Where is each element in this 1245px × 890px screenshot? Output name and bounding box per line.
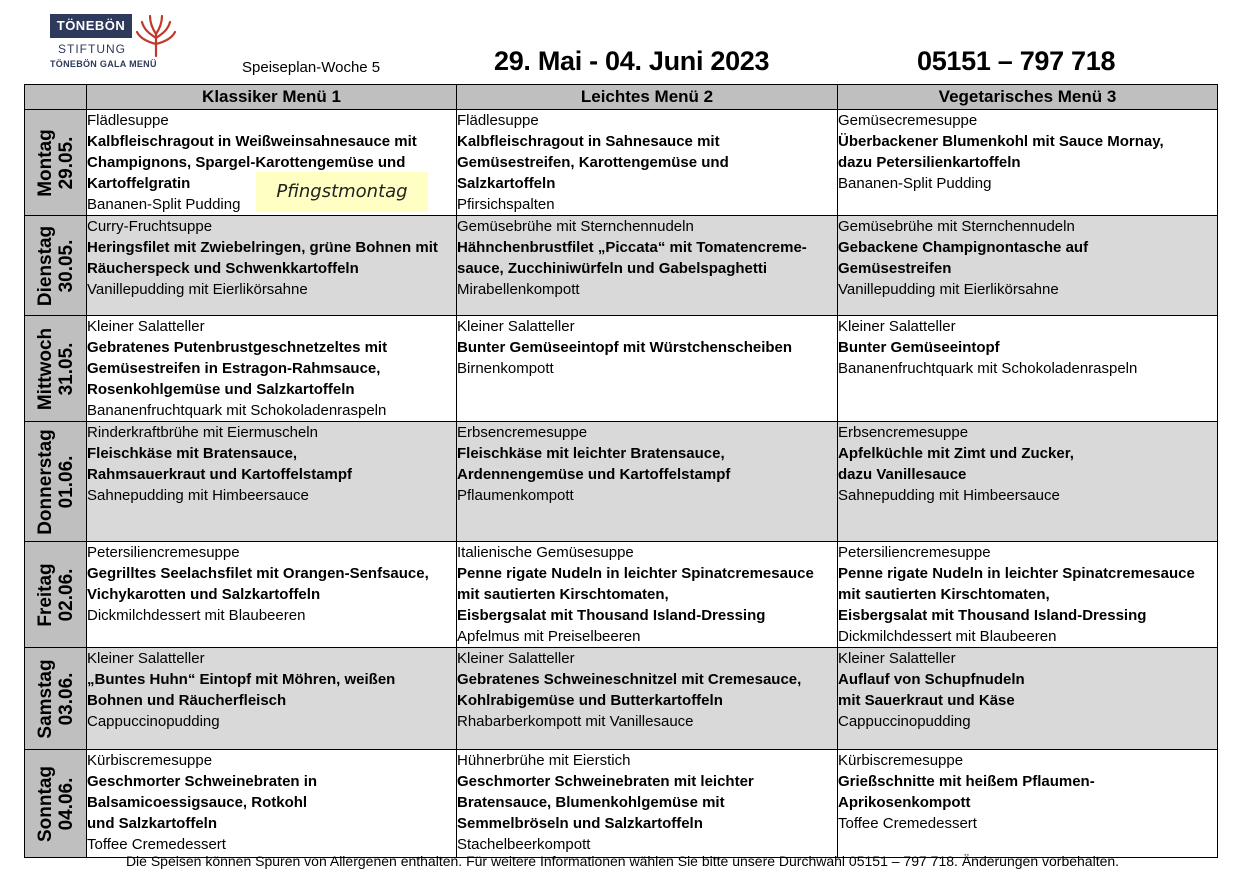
- column-header-menu-3: Vegetarisches Menü 3: [838, 85, 1218, 110]
- day-name: Donnerstag: [34, 428, 56, 535]
- day-label: [35, 563, 77, 626]
- week-label: Speiseplan-Woche 5: [242, 59, 381, 76]
- day-label-cell: [25, 316, 87, 422]
- day-date: 03.06.: [55, 672, 77, 725]
- starter: Kleiner Salatteller: [838, 650, 956, 667]
- menu-cell: [87, 422, 457, 542]
- starter: Erbsencremesuppe: [457, 424, 588, 441]
- day-label: [35, 659, 77, 738]
- main-course-line: Auflauf von Schupfnudeln: [838, 671, 1025, 688]
- main-course-line: Fleischkäse mit leichter Bratensauce,: [457, 445, 725, 462]
- main-course-line: Gemüsestreifen, Karottengemüse und: [457, 154, 729, 171]
- main-course-line: Gemüsestreifen: [838, 260, 952, 277]
- menu-cell: [457, 422, 838, 542]
- main-course-line: Apfelküchle mit Zimt und Zucker,: [838, 445, 1074, 462]
- main-course-line: dazu Vanillesauce: [838, 466, 967, 483]
- starter: Flädlesuppe: [457, 112, 539, 129]
- starter: Kleiner Salatteller: [87, 650, 205, 667]
- day-date: 30.05.: [55, 239, 77, 292]
- main-course-line: Penne rigate Nudeln in leichter Spinatcremesauce: [838, 565, 1195, 582]
- main-course-line: Bratensauce, Blumenkohlgemüse mit: [457, 794, 725, 811]
- main-course-line: Balsamicoessigsauce, Rotkohl: [87, 794, 308, 811]
- day-label: [35, 327, 77, 409]
- day-label: [35, 766, 77, 842]
- header-row: [25, 85, 1218, 110]
- main-course-line: Geschmorter Schweinebraten in: [87, 773, 318, 790]
- tree-logo-icon: [134, 14, 178, 58]
- main-course-line: dazu Petersilienkartoffeln: [838, 154, 1021, 171]
- menu-cell: [457, 110, 838, 216]
- dessert: Vanillepudding mit Eierlikörsahne: [838, 281, 1059, 298]
- main-course-line: Fleischkäse mit Bratensauce,: [87, 445, 298, 462]
- starter: Kleiner Salatteller: [87, 318, 205, 335]
- main-course-line: Kartoffelgratin: [87, 175, 191, 192]
- main-course-line: Grießschnitte mit heißem Pflaumen-: [838, 773, 1095, 790]
- starter: Petersiliencremesuppe: [87, 544, 240, 561]
- starter: Kleiner Salatteller: [457, 650, 575, 667]
- main-course-line: Gemüsestreifen in Estragon-Rahmsauce,: [87, 360, 381, 377]
- main-course-line: Gebackene Champignontasche auf: [838, 239, 1089, 256]
- starter: Gemüsebrühe mit Sternchennudeln: [457, 218, 694, 235]
- logo-product: TÖNEBÖN GALA MENÜ: [50, 59, 157, 69]
- day-label-cell: [25, 110, 87, 216]
- dessert: Bananenfruchtquark mit Schokoladenraspeln: [838, 360, 1138, 377]
- main-course-line: Champignons, Spargel-Karottengemüse und: [87, 154, 406, 171]
- starter: Rinderkraftbrühe mit Eiermuscheln: [87, 424, 318, 441]
- dessert: Cappuccinopudding: [838, 713, 971, 730]
- starter: Petersiliencremesuppe: [838, 544, 991, 561]
- day-date: 29.05.: [55, 136, 77, 189]
- main-course-line: „Buntes Huhn“ Eintopf mit Möhren, weißen: [87, 671, 396, 688]
- main-course-line: Kohlrabigemüse und Butterkartoffeln: [457, 692, 723, 709]
- menu-cell: [87, 316, 457, 422]
- menu-cell: [457, 542, 838, 648]
- day-name: Samstag: [34, 658, 56, 739]
- main-course-line: Kalbfleischragout in Weißweinsahnesauce mit: [87, 133, 417, 150]
- menu-cell: [457, 750, 838, 858]
- main-course-line: Vichykarotten und Salzkartoffeln: [87, 586, 321, 603]
- main-course-line: und Salzkartoffeln: [87, 815, 218, 832]
- main-course-line: Salzkartoffeln: [457, 175, 556, 192]
- corner-cell: [25, 85, 87, 110]
- dessert: Toffee Cremedessert: [87, 836, 226, 853]
- logo-brand: TÖNEBÖN: [50, 14, 132, 38]
- menu-cell: [87, 216, 457, 316]
- day-label-cell: [25, 542, 87, 648]
- dessert: Dickmilchdessert mit Blaubeeren: [87, 607, 306, 624]
- dessert: Stachelbeerkompott: [457, 836, 591, 853]
- menu-cell: [87, 648, 457, 750]
- day-date: 02.06.: [55, 568, 77, 621]
- main-course-line: Hähnchenbrustfilet „Piccata“ mit Tomatencreme-: [457, 239, 807, 256]
- day-row-sonntag: [25, 750, 1218, 858]
- day-row-freitag: [25, 542, 1218, 648]
- day-name: Sonntag: [34, 765, 56, 842]
- logo: [50, 14, 180, 76]
- main-course-line: Räucherspeck und Schwenkkartoffeln: [87, 260, 359, 277]
- day-label: [35, 429, 77, 535]
- menu-cell: [87, 542, 457, 648]
- logo-foundation: STIFTUNG: [58, 42, 126, 56]
- dessert: Rhabarberkompott mit Vanillesauce: [457, 713, 694, 730]
- day-date: 04.06.: [55, 777, 77, 830]
- menu-cell: [838, 648, 1218, 750]
- main-course-line: Rahmsauerkraut und Kartoffelstampf: [87, 466, 353, 483]
- day-row-montag: [25, 110, 1218, 216]
- day-row-mittwoch: [25, 316, 1218, 422]
- main-course-line: Eisbergsalat mit Thousand Island-Dressing: [457, 607, 766, 624]
- day-label: [35, 129, 77, 197]
- main-course-line: Gebratenes Schweineschnitzel mit Cremesauce,: [457, 671, 802, 688]
- day-row-donnerstag: [25, 422, 1218, 542]
- starter: Flädlesuppe: [87, 112, 169, 129]
- day-date: 01.06.: [55, 455, 77, 508]
- dessert: Bananen-Split Pudding: [87, 196, 241, 213]
- main-course-line: mit sautierten Kirschtomaten,: [838, 586, 1050, 603]
- dessert: Sahnepudding mit Himbeersauce: [87, 487, 309, 504]
- day-name: Dienstag: [34, 225, 56, 306]
- menu-cell: [838, 216, 1218, 316]
- dessert: Bananenfruchtquark mit Schokoladenraspeln: [87, 402, 387, 419]
- menu-cell: [457, 216, 838, 316]
- day-name: Mittwoch: [34, 327, 56, 410]
- main-course-line: Gebratenes Putenbrustgeschnetzeltes mit: [87, 339, 388, 356]
- main-course-line: sauce, Zucchiniwürfeln und Gabelspaghetti: [457, 260, 768, 277]
- day-row-dienstag: [25, 216, 1218, 316]
- day-name: Freitag: [34, 562, 56, 627]
- main-course-line: Penne rigate Nudeln in leichter Spinatcremesauce: [457, 565, 814, 582]
- dessert: Cappuccinopudding: [87, 713, 220, 730]
- dessert: Pfirsichspalten: [457, 196, 555, 213]
- menu-cell: [838, 110, 1218, 216]
- starter: Kleiner Salatteller: [838, 318, 956, 335]
- day-name: Montag: [34, 128, 56, 197]
- main-course-line: Heringsfilet mit Zwiebelringen, grüne Bohnen mit: [87, 239, 438, 256]
- main-course-line: Überbackener Blumenkohl mit Sauce Mornay,: [838, 133, 1164, 150]
- dessert: Dickmilchdessert mit Blaubeeren: [838, 628, 1057, 645]
- dessert: Sahnepudding mit Himbeersauce: [838, 487, 1060, 504]
- column-header-menu-1: Klassiker Menü 1: [87, 85, 457, 110]
- starter: Hühnerbrühe mit Eierstich: [457, 752, 631, 769]
- column-header-menu-2: Leichtes Menü 2: [457, 85, 838, 110]
- starter: Italienische Gemüsesuppe: [457, 544, 634, 561]
- starter: Erbsencremesuppe: [838, 424, 969, 441]
- menu-cell: [457, 648, 838, 750]
- date-range: 29. Mai - 04. Juni 2023: [494, 46, 770, 76]
- main-course-line: mit sautierten Kirschtomaten,: [457, 586, 669, 603]
- main-course-line: Bunter Gemüseeintopf mit Würstchenscheiben: [457, 339, 793, 356]
- menu-cell: [87, 750, 457, 858]
- main-course-line: Gegrilltes Seelachsfilet mit Orangen-Senfsauce,: [87, 565, 429, 582]
- main-course-line: Aprikosenkompott: [838, 794, 971, 811]
- main-course-line: Bohnen und Räucherfleisch: [87, 692, 287, 709]
- dessert: Bananen-Split Pudding: [838, 175, 992, 192]
- dessert: Apfelmus mit Preiselbeeren: [457, 628, 641, 645]
- starter: Curry-Fruchtsuppe: [87, 218, 213, 235]
- menu-cell: [457, 316, 838, 422]
- menu-body: [25, 110, 1218, 858]
- day-label-cell: [25, 648, 87, 750]
- main-course-line: Kalbfleischragout in Sahnesauce mit: [457, 133, 720, 150]
- starter: Gemüsebrühe mit Sternchennudeln: [838, 218, 1075, 235]
- starter: Gemüsecremesuppe: [838, 112, 978, 129]
- menu-cell: [838, 316, 1218, 422]
- dessert: Pflaumenkompott: [457, 487, 574, 504]
- allergen-footer: Die Speisen können Spuren von Allergenen enthalten. Für weitere Informationen wählen Sie bitte unsere Durchwahl 05151 – 797 718. Änderungen vorbehalten.: [125, 853, 1120, 869]
- dessert: Vanillepudding mit Eierlikörsahne: [87, 281, 308, 298]
- holiday-sticky-note: Pfingstmontag: [256, 172, 428, 212]
- phone-number: 05151 – 797 718: [917, 46, 1116, 76]
- starter: Kürbiscremesuppe: [87, 752, 213, 769]
- main-course-line: mit Sauerkraut und Käse: [838, 692, 1015, 709]
- starter: Kürbiscremesuppe: [838, 752, 964, 769]
- main-course-line: Ardennengemüse und Kartoffelstampf: [457, 466, 731, 483]
- menu-cell: [838, 542, 1218, 648]
- main-course-line: Rosenkohlgemüse und Salzkartoffeln: [87, 381, 355, 398]
- day-date: 31.05.: [55, 342, 77, 395]
- menu-cell: [838, 422, 1218, 542]
- day-label-cell: [25, 422, 87, 542]
- main-course-line: Geschmorter Schweinebraten mit leichter: [457, 773, 754, 790]
- main-course-line: Semmelbröseln und Salzkartoffeln: [457, 815, 703, 832]
- day-label: [35, 225, 77, 305]
- starter: Kleiner Salatteller: [457, 318, 575, 335]
- main-course-line: Eisbergsalat mit Thousand Island-Dressing: [838, 607, 1147, 624]
- menu-table: [24, 84, 1218, 858]
- dessert: Toffee Cremedessert: [838, 815, 977, 832]
- day-label-cell: [25, 216, 87, 316]
- main-course-line: Bunter Gemüseeintopf: [838, 339, 1000, 356]
- menu-cell: [838, 750, 1218, 858]
- dessert: Birnenkompott: [457, 360, 554, 377]
- dessert: Mirabellenkompott: [457, 281, 580, 298]
- day-row-samstag: [25, 648, 1218, 750]
- day-label-cell: [25, 750, 87, 858]
